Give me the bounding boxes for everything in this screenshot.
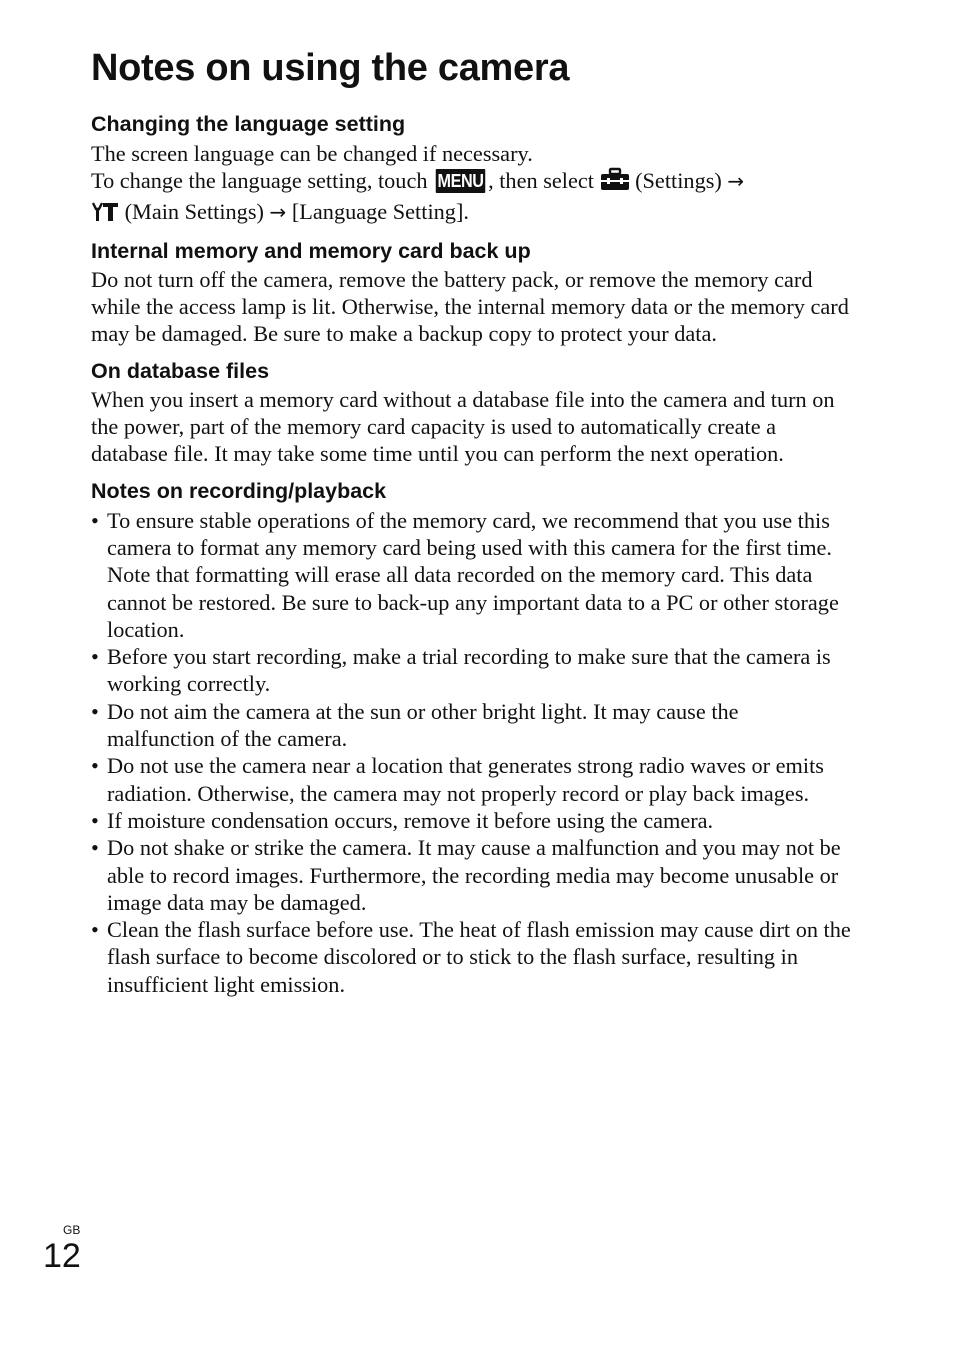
list-item [91,698,851,753]
menu-icon: MENU [437,171,484,192]
list-item-text: To ensure stable operations of the memory card, we recommend that you use this camera to format any memory card being used with this camera for the first time. Note that formatting will erase all data recorded on the memory card. This data cannot be restored. Be sure to back-up any important data to a PC or other storage location. [107,507,839,642]
list-item-text: Do not aim the camera at the sun or other bright light. It may cause the malfunction of the camera. [107,698,739,752]
language-code: GB [63,1223,81,1237]
language-line2-b: , then select [488,168,594,194]
section-body [91,140,851,228]
list-item-text: Clean the flash surface before use. The heat of flash emission may cause dirt on the flash surface to become discolored or to stick to the flash surface, resulting in insufficient light emission. [107,917,851,997]
section-heading: On database files [91,358,270,383]
section-heading: Internal memory and memory card back up [91,238,531,263]
bullet: • [91,698,99,724]
list-item [91,807,851,834]
bullet: • [91,807,99,833]
bullet-list [91,507,851,998]
bullet: • [91,835,99,861]
toolbox-icon [600,167,630,197]
bullet: • [91,753,99,779]
section-memory [91,237,851,348]
wrench-tools-icon [91,200,119,228]
bullet: • [91,917,99,943]
list-item [91,916,851,998]
section-database [91,357,851,468]
list-item [91,643,851,698]
language-line2-a: To change the language setting, touch [91,168,428,194]
section-language [91,110,851,228]
bullet: • [91,507,99,533]
section-body: Do not turn off the camera, remove the battery pack, or remove the memory card while the access lamp is lit. Otherwise, the internal memory data or the memory card may be damaged. Be sure to make a backup copy to protect your data. [91,266,849,347]
bullet: • [91,644,99,670]
list-item-text: If moisture condensation occurs, remove it before using the camera. [107,807,714,833]
manual-page [91,40,851,998]
arrow-icon: → [269,199,287,224]
section-heading: Changing the language setting [91,112,406,136]
settings-label: (Settings) [635,168,722,194]
section-recording [91,477,851,998]
language-setting-label: [Language Setting]. [291,198,469,224]
list-item [91,834,851,916]
list-item-text: Do not use the camera near a location that generates strong radio waves or emits radiation. Otherwise, the camera may not properly record or play back images. [107,753,824,806]
section-body: When you insert a memory card without a database file into the camera and turn on the power, part of the memory card capacity is used to automatically create a database file. It may take some time until you can perform the next operation. [91,386,835,467]
list-item [91,752,851,807]
list-item-text: Do not shake or strike the camera. It may cause a malfunction and you may not be able to record images. Furthermore, the recording media may become unusable or image data may be damaged. [107,835,841,915]
language-line1: The screen language can be changed if necessary. [91,141,533,166]
list-item-text: Before you start recording, make a trial recording to make sure that the camera is working correctly. [107,644,831,697]
list-item [91,507,851,643]
page-number: 12 [43,1237,81,1275]
main-settings-label: (Main Settings) [124,198,264,224]
section-heading: Notes on recording/playback [91,478,387,503]
arrow-icon: → [727,169,745,194]
page-title: Notes on using the camera [91,47,570,89]
